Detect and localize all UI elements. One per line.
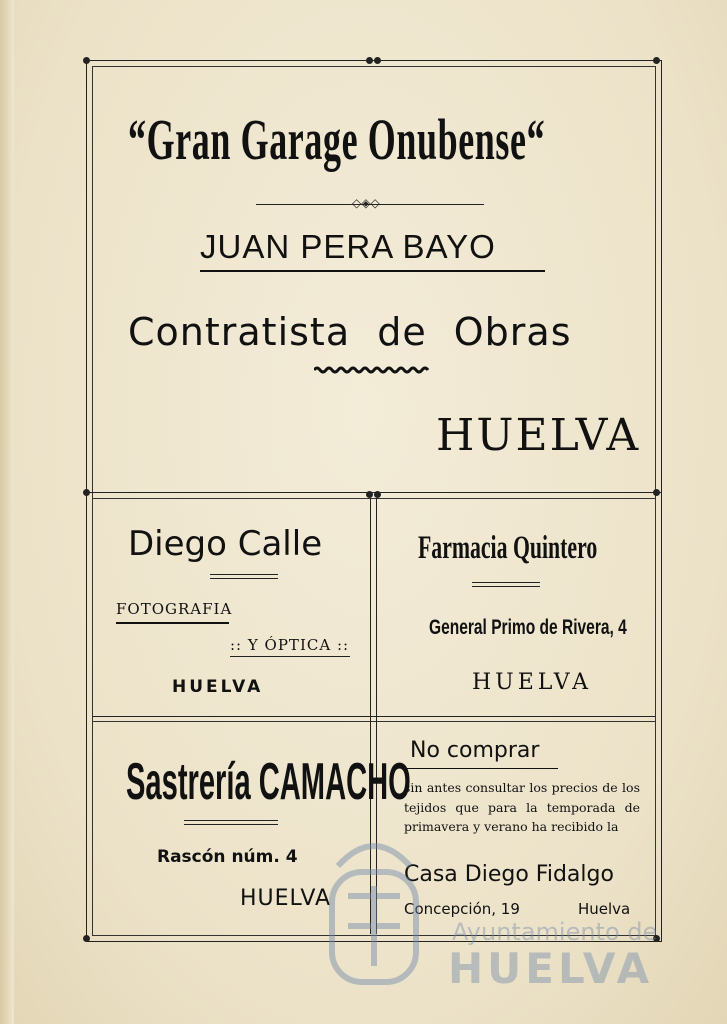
fidalgo-city: Huelva — [578, 900, 631, 918]
watermark-line2: HUELVA — [448, 944, 654, 993]
top-ornament — [374, 57, 381, 64]
section-divider-top-inner — [92, 498, 655, 499]
divider-ornament — [83, 489, 90, 496]
sastreria-city: HUELVA — [240, 886, 332, 911]
diego-calle-city: HUELVA — [172, 677, 264, 697]
divider-ornament — [374, 491, 381, 498]
divider-ornament — [653, 489, 660, 496]
profession: Contratista de Obras — [128, 310, 572, 354]
corner-ornament — [653, 57, 660, 64]
farmacia-city: HUELVA — [472, 670, 593, 695]
divider-ornament — [366, 491, 373, 498]
farmacia-name: Farmacia Quintero — [418, 530, 598, 566]
name-rule — [210, 574, 278, 575]
fidalgo-address: Concepción, 19 — [404, 900, 520, 918]
name-rule — [210, 578, 278, 579]
corner-ornament — [83, 935, 90, 942]
no-comprar-underline — [406, 768, 558, 769]
fotografia-underline — [116, 622, 229, 624]
sastreria-name: Sastrería CAMACHO — [126, 753, 411, 811]
wavy-rule — [314, 366, 430, 374]
farmacia-address: General Primo de Rivera, 4 — [429, 616, 627, 639]
corner-ornament — [83, 57, 90, 64]
no-comprar-heading: No comprar — [410, 738, 540, 763]
section-divider-middle — [92, 716, 655, 717]
sastreria-rule — [184, 820, 278, 821]
farmacia-rule — [472, 582, 540, 583]
fidalgo-body: sin antes consultar los precios de los tejidos que para la temporada de primavera y verano ha recibido la — [404, 780, 640, 834]
owner-name: JUAN PERA BAYO — [200, 228, 496, 265]
fotografia-label: FOTOGRAFIA — [116, 600, 233, 618]
garage-title: “Gran Garage Onubense“ — [128, 107, 546, 172]
section-divider-middle-inner — [92, 721, 655, 722]
optica-underline — [230, 656, 350, 657]
binding-edge — [0, 0, 14, 1024]
optica-label: :: Y ÓPTICA :: — [230, 636, 350, 654]
sastreria-rule — [184, 824, 278, 825]
sastreria-address: Rascón núm. 4 — [157, 847, 298, 867]
diego-calle-name: Diego Calle — [128, 524, 323, 564]
watermark-line1: Ayuntamiento de — [452, 918, 658, 946]
farmacia-rule — [472, 586, 540, 587]
top-ornament — [366, 57, 373, 64]
rule-ornament-icon: ◇◈◇ — [352, 196, 380, 210]
city-seal-watermark — [318, 826, 430, 994]
fidalgo-name: Casa Diego Fidalgo — [404, 862, 614, 887]
owner-underline — [200, 270, 545, 272]
header-city: HUELVA — [436, 410, 641, 461]
